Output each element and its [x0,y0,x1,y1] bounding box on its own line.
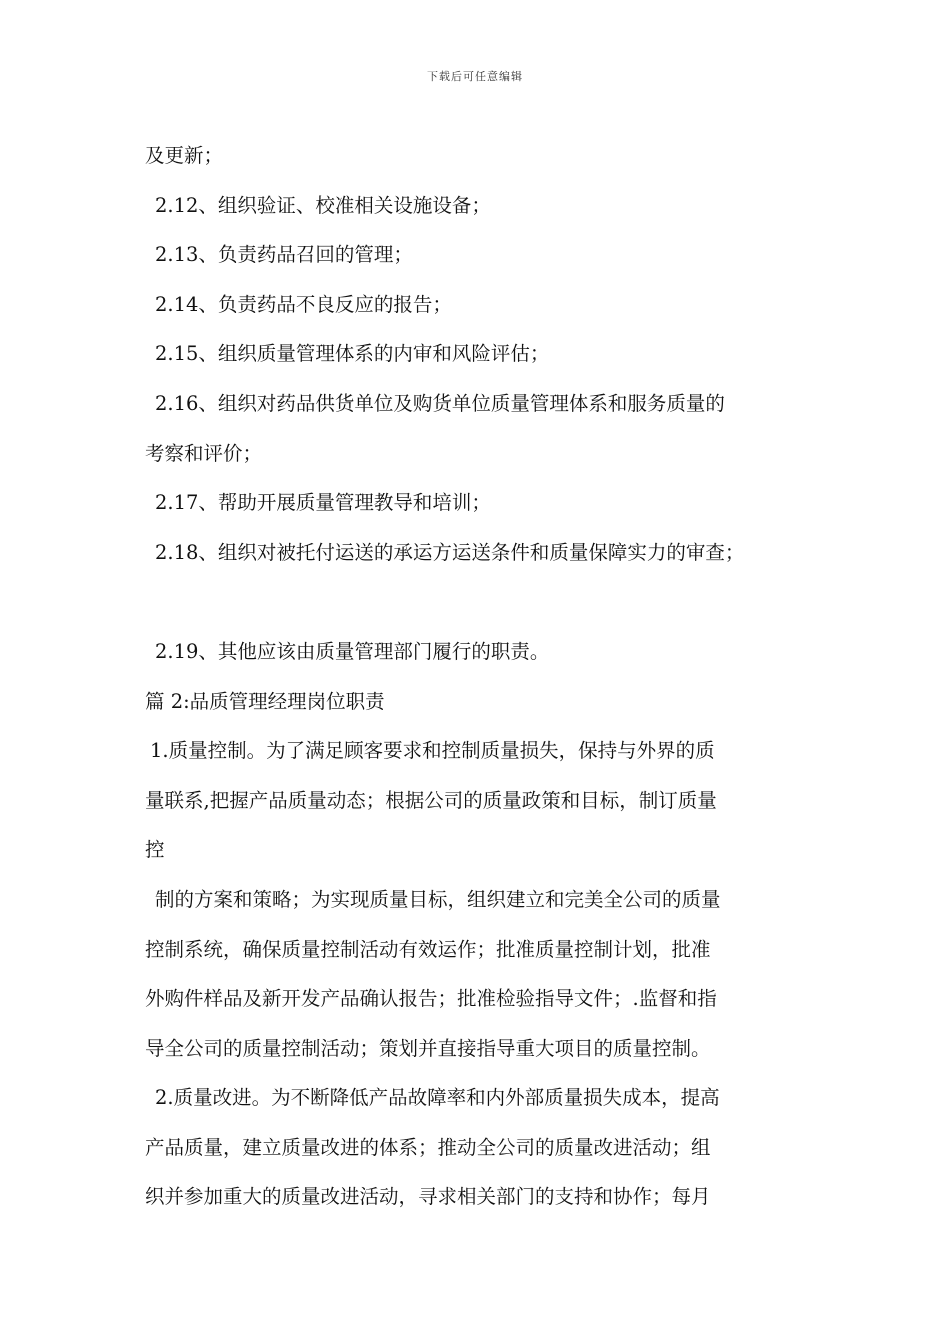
paragraph-line: 量联系,把握产品质量动态；根据公司的质量政策和目标，制订质量 [145,788,717,812]
paragraph-line: 导全公司的质量控制活动；策划并直接指导重大项目的质量控制。 [145,1036,711,1060]
paragraph-line: 制的方案和策略；为实现质量目标，组织建立和完美全公司的质量 [155,887,721,911]
paragraph-line: 2.12、组织验证、校准相关设施设备； [155,193,491,217]
paragraph-line: 2.15、组织质量管理体系的内审和风险评估； [155,342,550,366]
paragraph-line: 2.16、组织对药品供货单位及购货单位质量管理体系和服务质量的 [155,391,725,415]
paragraph-line: 织并参加重大的质量改进活动，寻求相关部门的支持和协作；每月 [145,1185,711,1209]
section-heading: 篇 2:品质管理经理岗位职责 [145,689,385,713]
paragraph-line: 控制系统，确保质量控制活动有效运作；批准质量控制计划，批准 [145,937,711,961]
paragraph-line: 控 [145,838,165,862]
paragraph-line: 2.质量改进。为不断降低产品故障率和内外部质量损失成本，提高 [155,1086,720,1110]
paragraph-line: 产品质量，建立质量改进的体系；推动全公司的质量改进活动；组 [145,1135,711,1159]
document-body [145,131,825,1222]
paragraph-line: 外购件样品及新开发产品确认报告；批准检验指导文件；.监督和指 [145,987,717,1011]
blank-line [145,577,825,627]
page-header: 下载后可任意编辑 [427,70,523,83]
paragraph-line: 2.17、帮助开展质量管理教导和培训； [155,491,491,515]
paragraph-line: 2.13、负责药品召回的管理； [155,243,413,267]
paragraph-line: 考察和评价； [145,441,263,465]
paragraph-line: 2.19、其他应该由质量管理部门履行的职责。 [155,639,550,663]
paragraph-line: 1.质量控制。为了满足顾客要求和控制质量损失，保持与外界的质 [150,739,715,763]
paragraph-line: 2.18、组织对被托付运送的承运方运送条件和质量保障实力的审查； [155,540,745,564]
paragraph-line: 及更新； [145,144,224,167]
paragraph-line: 2.14、负责药品不良反应的报告； [155,292,452,316]
